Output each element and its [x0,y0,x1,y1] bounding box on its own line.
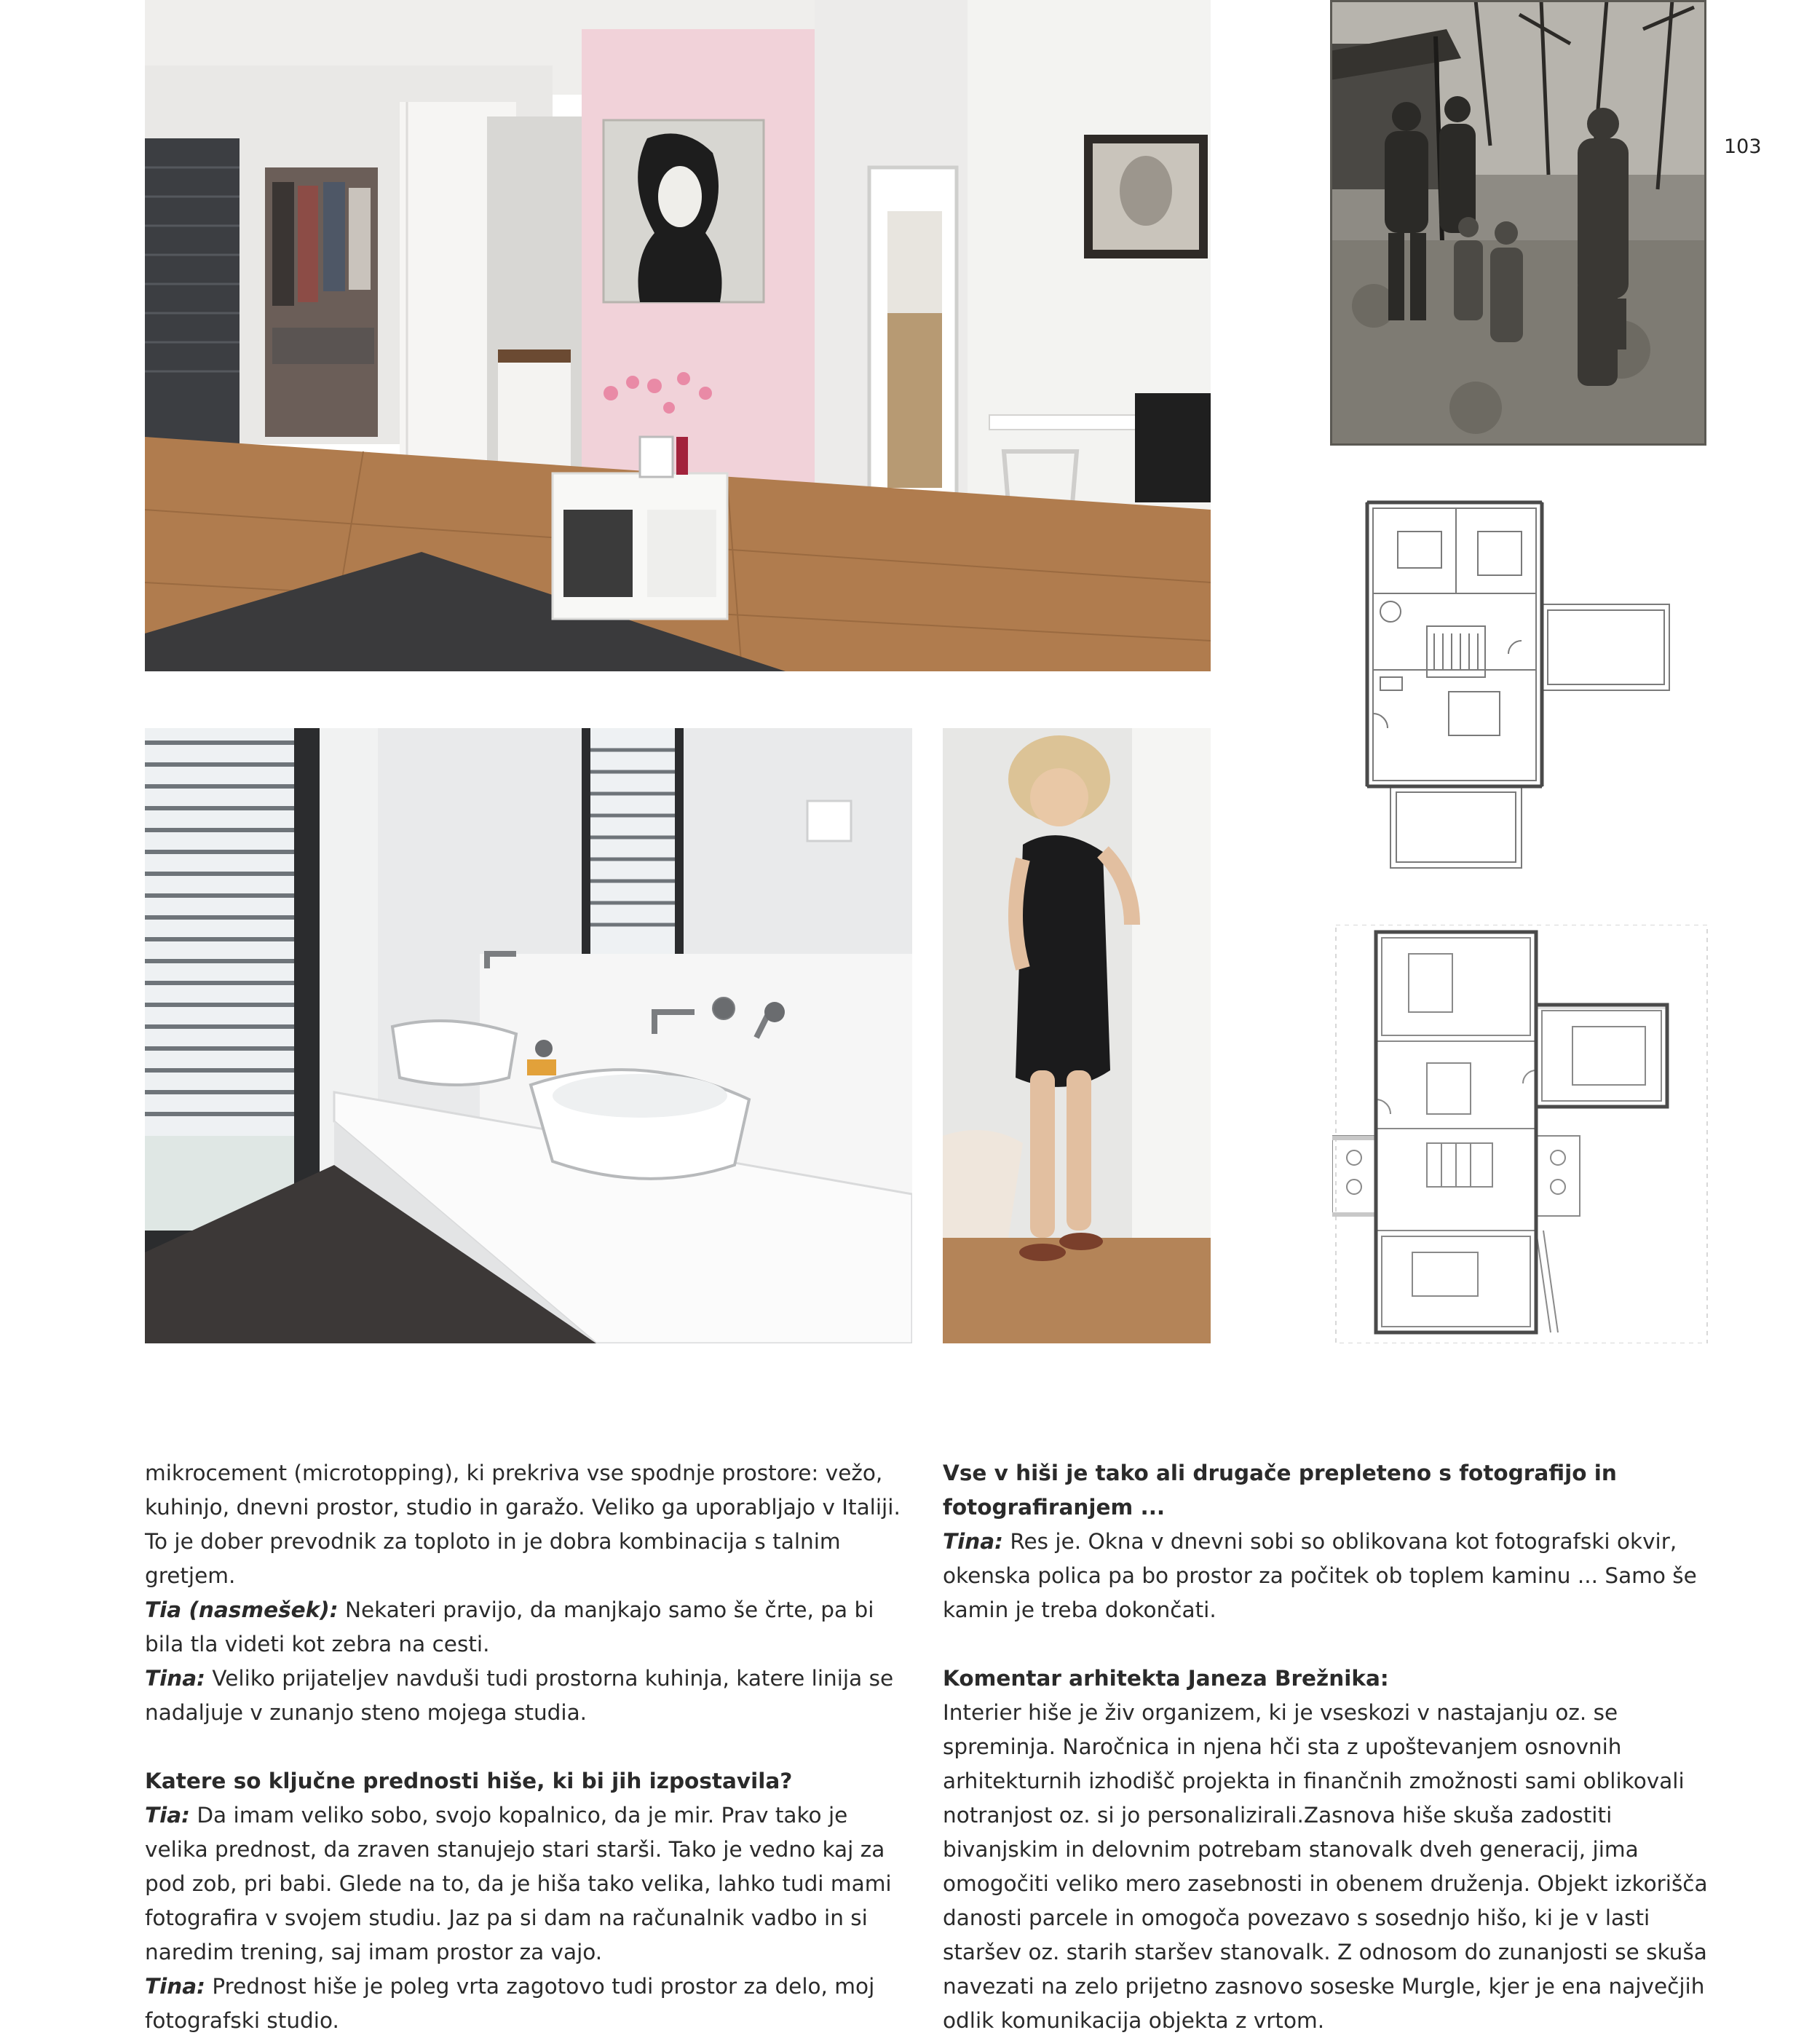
paragraph-text: Veliko prijateljev navduši tudi prostorna kuhinja, katere linija se nadaljuje v zunanjo steno mojega studia. [145,1666,894,1725]
speaker-label: Tina: [145,1666,205,1691]
section-heading: Komentar arhitekta Janeza Brežnika: [943,1666,1389,1691]
right-text-column [943,1456,1713,2038]
bedroom-photo [145,0,1211,671]
upper-floor-plan-drawing [1354,495,1682,881]
speaker-label: Tina: [145,1974,205,1999]
speaker-label: Tia (nasmešek): [145,1597,339,1622]
paragraph-text: Da imam veliko sobo, svojo kopalnico, da je mir. Prav tako je velika prednost, da zraven stanujejo stari starši. Tako je vedno kaj za pod zob, pri babi. Glede na to, da je hiša tako velika, lahko tudi mami fotografira v svojem studiu. Jaz pa si dam na računalnik vadbo in si naredim trening, saj imam prostor za vajo. [145,1803,892,1964]
paragraph [943,1525,1713,1627]
ground-floor-plan-drawing [1332,925,1711,1343]
ground-floor-plan [1332,925,1711,1343]
left-text-column [145,1456,915,2038]
paragraph-gap [145,1730,915,1764]
speaker-label: Tina: [943,1529,1003,1554]
paragraph [145,1970,915,2038]
paragraph-text: Prednost hiše je poleg vrta zagotovo tudi prostor za delo, moj fotografski studio. [145,1974,875,2033]
speaker-label: Tia: [145,1803,190,1828]
paragraph [145,1798,915,1970]
family-photo-illustration [1330,0,1706,446]
family-photo [1330,0,1706,446]
bedroom-illustration [145,0,1211,671]
interview-question: Katere so ključne prednosti hiše, ki bi jih izpostavila? [145,1769,793,1793]
paragraph-text: Res je. Okna v dnevni sobi so oblikovana kot fotografski okvir, okenska polica pa bo prostor za počitek ob toplem kaminu ... Samo še kamin je treba dokončati. [943,1529,1697,1622]
upper-floor-plan [1354,495,1682,881]
paragraph: mikrocement (microtopping), ki prekriva vse spodnje prostore: vežo, kuhinjo, dnevni prostor, studio in garažo. Veliko ga uporabljajo v Italiji. To je dober prevodnik za toploto in je dobra kombinacija s talnim gretjem. [145,1461,901,1588]
portrait-illustration [943,728,1211,1343]
paragraph-text: Nekateri pravijo, da manjkajo samo še črte, pa bi bila tla videti kot zebra na cesti. [145,1597,874,1656]
interview-question: Vse v hiši je tako ali drugače prepleteno s fotografijo in fotografiranjem ... [943,1461,1617,1520]
portrait-photo [943,728,1211,1343]
paragraph [145,1662,915,1730]
bathroom-photo [145,728,912,1343]
paragraph-gap [943,1627,1713,1662]
paragraph: Interier hiše je živ organizem, ki je vseskozi v nastajanju oz. se spreminja. Naročnica in njena hči sta z upoštevanjem osnovnih arhitekturnih izhodišč projekta in finančnih zmožnosti sami oblikovali notranjost oz. si jo personalizirali.Zasnova hiše skuša zadostiti bivanjskim in delovnim potrebam stanovalk dveh generacij, jima omogočiti veliko mero zasebnosti in obenem druženja. Objekt izkorišča danosti parcele in omogoča povezavo s sosednjo hišo, ki je v lasti staršev oz. starih staršev stanovalk. Z odnosom do zunanjosti se skuša navezati na zelo prijetno zasnovo soseske Murgle, kjer je ena največjih odlik komunikacija objekta z vrtom. [943,1700,1708,2033]
bathroom-illustration [145,728,912,1343]
paragraph [145,1593,915,1662]
page-number: 103 [1724,135,1762,158]
